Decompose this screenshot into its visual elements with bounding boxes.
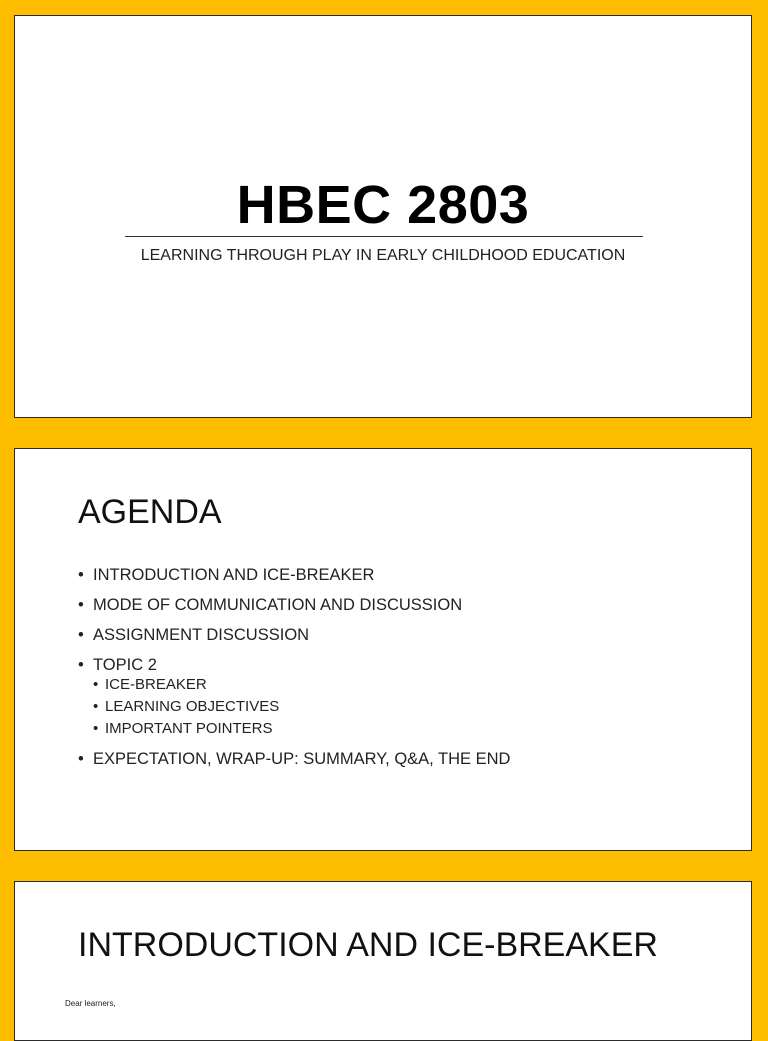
agenda-item-label: INTRODUCTION AND ICE-BREAKER xyxy=(93,566,375,584)
sub-item-important-pointers xyxy=(93,718,510,740)
course-code-title: HBEC 2803 xyxy=(236,175,530,235)
topic-2-sublist xyxy=(78,674,510,740)
bullet-icon: • xyxy=(93,720,99,737)
agenda-item-label: TOPIC 2 xyxy=(93,656,157,674)
title-divider xyxy=(125,236,643,237)
agenda-slide xyxy=(14,448,752,851)
agenda-item-introduction xyxy=(78,564,510,586)
greeting-text: Dear learners, xyxy=(65,999,116,1008)
introduction-slide xyxy=(14,881,752,1041)
agenda-item-wrap-up xyxy=(78,748,510,770)
agenda-item-label: ASSIGNMENT DISCUSSION xyxy=(93,626,310,644)
agenda-item-label: MODE OF COMMUNICATION AND DISCUSSION xyxy=(93,596,463,614)
agenda-item-communication xyxy=(78,594,510,616)
bullet-icon: • xyxy=(93,676,99,693)
agenda-item-label: EXPECTATION, WRAP-UP: SUMMARY, Q&A, THE END xyxy=(93,750,511,768)
bullet-icon: • xyxy=(78,566,84,584)
agenda-item-topic-2 xyxy=(78,654,510,740)
bullet-icon: • xyxy=(78,596,84,614)
bullet-icon: • xyxy=(93,698,99,715)
agenda-heading: AGENDA xyxy=(78,493,222,531)
sub-item-label: IMPORTANT POINTERS xyxy=(105,720,273,737)
sub-item-label: LEARNING OBJECTIVES xyxy=(105,698,280,715)
agenda-list xyxy=(78,564,510,778)
course-subtitle: LEARNING THROUGH PLAY IN EARLY CHILDHOOD EDUCATION xyxy=(140,247,626,264)
bullet-icon: • xyxy=(78,656,84,674)
introduction-heading: INTRODUCTION AND ICE-BREAKER xyxy=(78,926,658,964)
agenda-item-assignment xyxy=(78,624,510,646)
title-slide xyxy=(14,15,752,418)
sub-item-ice-breaker xyxy=(93,674,510,696)
bullet-icon: • xyxy=(78,626,84,644)
sub-item-learning-objectives xyxy=(93,696,510,718)
bullet-icon: • xyxy=(78,750,84,768)
sub-item-label: ICE-BREAKER xyxy=(105,676,207,693)
